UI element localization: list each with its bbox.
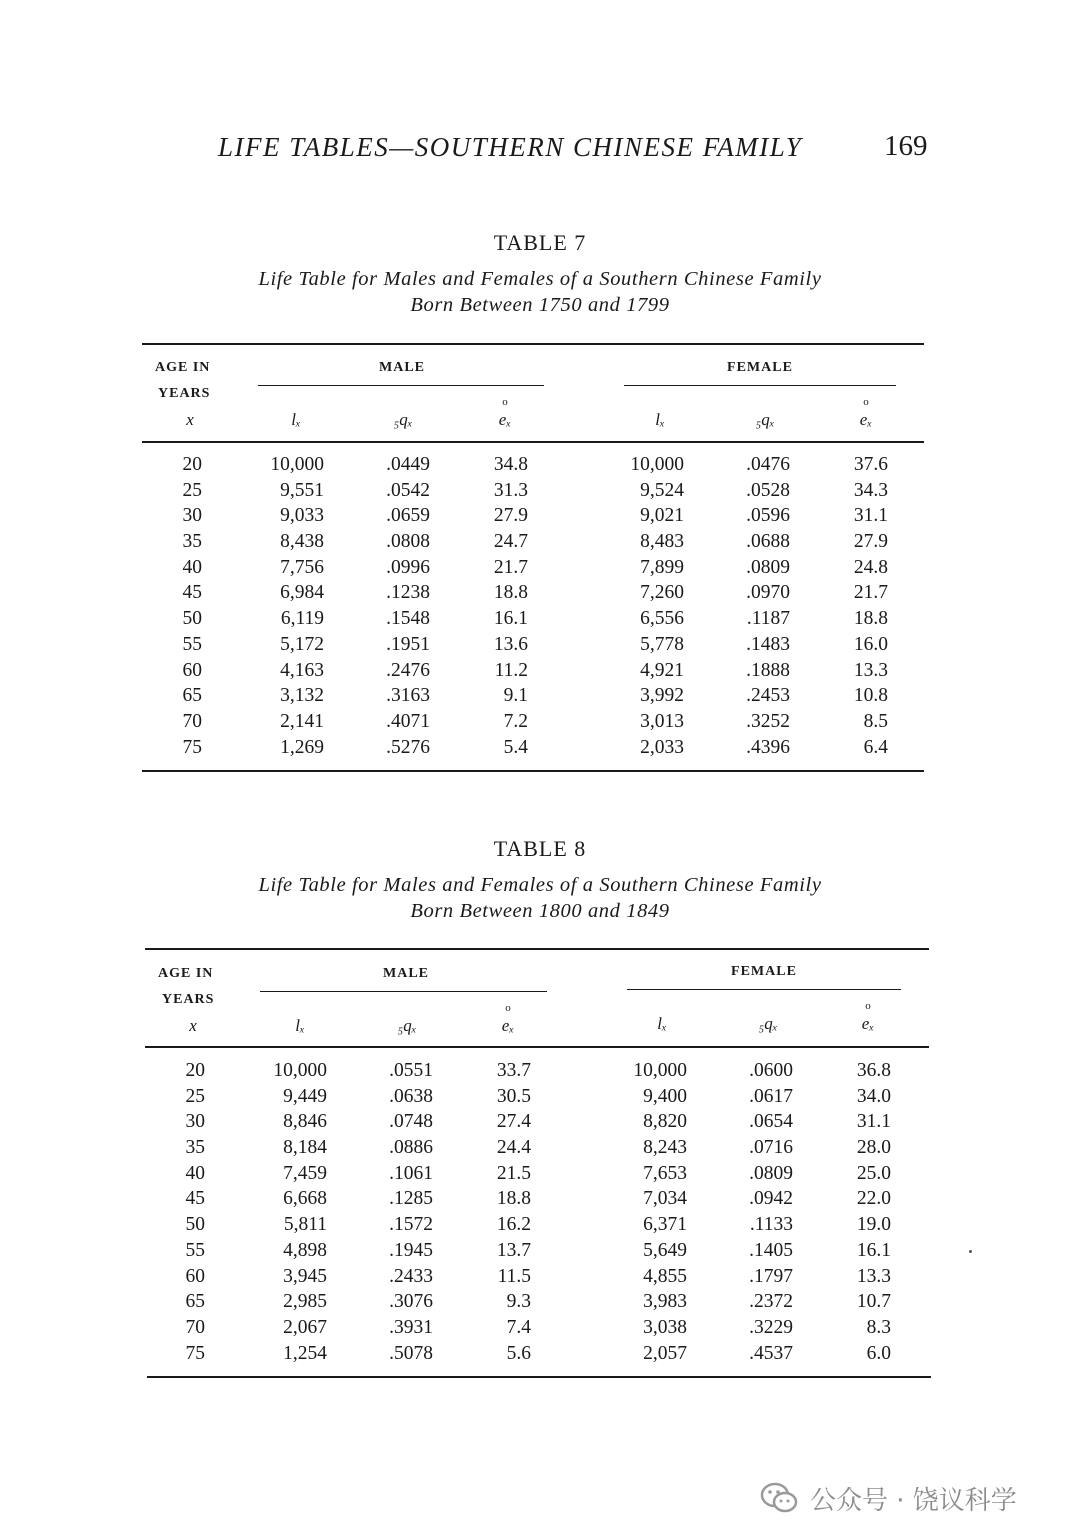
table-row [0, 454, 1080, 480]
table-row [3, 1317, 1080, 1343]
female-ex-cell: 34.3 [853, 479, 888, 501]
female-lx-cell: 5,649 [643, 1239, 687, 1261]
male-5qx-cell: .1548 [386, 608, 430, 630]
age-cell: 50 [185, 1214, 205, 1236]
male-lx-cell: 5,172 [280, 633, 324, 655]
table-caption-line1: Life Table for Males and Females of a Southern Chinese Family [258, 874, 822, 896]
female-5qx-cell: .1483 [746, 633, 790, 655]
female-ex-cell: 13.3 [853, 659, 888, 681]
female-lx-cell: 9,400 [643, 1085, 687, 1107]
female-ex-cell: 6.0 [866, 1342, 891, 1364]
male-ex-cell: 11.5 [497, 1265, 531, 1287]
male-ex-ring: o [505, 1002, 511, 1014]
table-caption-line2: Born Between 1800 and 1849 [410, 900, 670, 922]
male-lx-cell: 6,119 [280, 608, 324, 630]
male-ex-cell: 7.2 [503, 710, 528, 732]
female-lx-cell: 2,057 [643, 1342, 687, 1364]
age-cell: 60 [182, 659, 202, 681]
table-row [0, 582, 1080, 608]
female-lx-cell: 3,992 [640, 685, 684, 707]
male-5qx-cell: .3076 [389, 1291, 433, 1313]
male-5qx-cell: .1572 [389, 1214, 433, 1236]
table-caption [0, 266, 1080, 318]
male-5qx-cell: .5078 [389, 1342, 433, 1364]
female-5qx-cell: .0809 [746, 556, 790, 578]
table-top-rule [145, 948, 929, 950]
female-lx-cell: 5,778 [640, 633, 684, 655]
female-ex-cell: 31.1 [856, 1111, 891, 1133]
male-lx-cell: 7,459 [283, 1162, 327, 1184]
male-ex-cell: 34.8 [493, 454, 528, 475]
male-lx-cell: 10,000 [273, 1060, 327, 1081]
female-5qx-cell: .0600 [749, 1060, 793, 1081]
male-5qx-cell: .1285 [389, 1188, 433, 1210]
table-row [0, 557, 1080, 583]
female-ex-cell: 22.0 [856, 1188, 891, 1210]
male-lx-cell: 3,945 [283, 1265, 327, 1287]
female-lx-cell: 7,034 [643, 1188, 687, 1210]
watermark-text: 公众号 · 饶议科学 [810, 1486, 1017, 1516]
table-caption-line1: Life Table for Males and Females of a Southern Chinese Family [258, 268, 822, 290]
male-lx-cell: 3,132 [280, 685, 324, 707]
female-lx-cell: 7,899 [640, 556, 684, 578]
male-ex-cell: 24.4 [496, 1137, 531, 1159]
female-5qx-cell: .0970 [746, 582, 790, 604]
male-ex-cell: 27.9 [493, 505, 528, 527]
table-row [3, 1188, 1080, 1214]
female-5qx-cell: .4537 [749, 1342, 793, 1364]
female-5qx-cell: .0596 [746, 505, 790, 527]
male-ex-cell: 7.4 [506, 1316, 531, 1338]
female-ex-cell: 8.5 [863, 710, 888, 732]
table-row [0, 737, 1080, 763]
age-cell: 35 [182, 531, 202, 553]
age-cell: 45 [185, 1188, 205, 1210]
female-lx-cell: 3,013 [640, 710, 684, 732]
male-5qx-cell: .0449 [386, 454, 430, 475]
male-ex-cell: 24.7 [493, 531, 528, 553]
age-variable: x [186, 410, 194, 429]
male-ex-cell: 13.6 [493, 633, 528, 655]
table-row [0, 608, 1080, 634]
female-5qx-cell: .0688 [746, 531, 790, 553]
table-row [0, 634, 1080, 660]
age-cell: 20 [185, 1060, 205, 1081]
male-5qx-cell: .4071 [386, 710, 430, 732]
female-lx-cell: 10,000 [633, 1060, 687, 1081]
female-lx-cell: 7,260 [640, 582, 684, 604]
female-ex-cell: 28.0 [856, 1137, 891, 1159]
age-cell: 60 [185, 1265, 205, 1287]
male-ex-header: eₓ [501, 1016, 515, 1035]
female-group-rule [624, 385, 896, 386]
age-cell: 75 [185, 1342, 205, 1364]
female-5qx-cell: .3252 [746, 710, 790, 732]
female-5qx-cell: .4396 [746, 736, 790, 758]
table-label: TABLE 8 [493, 836, 587, 861]
female-5qx-cell: .1888 [746, 659, 790, 681]
female-ex-cell: 8.3 [866, 1316, 891, 1338]
male-ex-cell: 31.3 [493, 479, 528, 501]
male-ex-cell: 21.7 [493, 556, 528, 578]
age-cell: 65 [185, 1291, 205, 1313]
male-lx-cell: 6,668 [283, 1188, 327, 1210]
age-cell: 70 [185, 1316, 205, 1338]
table-body [0, 454, 1080, 762]
male-ex-cell: 9.1 [503, 685, 528, 707]
male-5qx-cell: .0748 [389, 1111, 433, 1133]
male-lx-cell: 4,163 [280, 659, 324, 681]
age-cell: 25 [182, 479, 202, 501]
female-ex-cell: 27.9 [853, 531, 888, 553]
male-lx-header: lₓ [291, 410, 301, 429]
male-5qx-cell: .3163 [386, 685, 430, 707]
male-5qx-cell: .1951 [386, 633, 430, 655]
female-ex-cell: 21.7 [853, 582, 888, 604]
table-row [3, 1343, 1080, 1369]
female-ex-cell: 10.8 [853, 685, 888, 707]
age-header-line2: YEARS [162, 992, 215, 1007]
female-5qx-header: ₅qₓ [755, 410, 775, 429]
table-header-rule [142, 441, 924, 443]
female-lx-cell: 6,556 [640, 608, 684, 630]
female-group-rule [627, 989, 901, 990]
female-5qx-cell: .1797 [749, 1265, 793, 1287]
female-5qx-cell: .1133 [749, 1214, 793, 1236]
male-5qx-cell: .1061 [389, 1162, 433, 1184]
age-cell: 55 [185, 1239, 205, 1261]
female-ex-ring: o [863, 396, 869, 408]
age-cell: 20 [182, 454, 202, 475]
female-lx-cell: 4,921 [640, 659, 684, 681]
table-row [3, 1291, 1080, 1317]
age-header-line1: AGE IN [155, 360, 211, 375]
female-ex-cell: 16.1 [856, 1239, 891, 1261]
male-lx-cell: 1,269 [280, 736, 324, 758]
male-5qx-cell: .5276 [386, 736, 430, 758]
male-group-header: MALE [379, 360, 425, 375]
female-group-header: FEMALE [731, 964, 797, 979]
male-ex-cell: 30.5 [496, 1085, 531, 1107]
male-ex-cell: 5.4 [503, 736, 528, 758]
male-5qx-header: ₅qₓ [397, 1016, 417, 1035]
table-header-rule [145, 1046, 929, 1048]
male-lx-cell: 2,141 [280, 710, 324, 732]
age-variable: x [189, 1016, 197, 1035]
female-lx-header: lₓ [657, 1014, 667, 1033]
table-row [3, 1137, 1080, 1163]
female-ex-cell: 37.6 [853, 454, 888, 475]
wechat-icon [760, 1481, 798, 1515]
running-title: LIFE TABLES—SOUTHERN CHINESE FAMILY [218, 132, 803, 162]
age-cell: 65 [182, 685, 202, 707]
age-cell: 35 [185, 1137, 205, 1159]
table-bottom-rule [147, 1376, 931, 1378]
table-caption-line2: Born Between 1750 and 1799 [410, 294, 670, 316]
table-8 [0, 836, 1080, 1364]
table-row [0, 685, 1080, 711]
female-5qx-header: ₅qₓ [758, 1014, 778, 1033]
female-ex-cell: 6.4 [863, 736, 888, 758]
male-lx-cell: 5,811 [283, 1214, 327, 1236]
male-ex-cell: 5.6 [506, 1342, 531, 1364]
age-cell: 45 [182, 582, 202, 604]
female-5qx-cell: .2453 [746, 685, 790, 707]
table-body [3, 1060, 1080, 1368]
watermark [760, 1478, 1060, 1518]
table-row [3, 1240, 1080, 1266]
male-lx-cell: 9,449 [283, 1085, 327, 1107]
male-lx-cell: 10,000 [270, 454, 324, 475]
age-header-line1: AGE IN [158, 966, 214, 981]
table-row [0, 711, 1080, 737]
male-lx-cell: 8,846 [283, 1111, 327, 1133]
male-ex-cell: 11.2 [494, 659, 528, 681]
male-5qx-cell: .0996 [386, 556, 430, 578]
table-row [0, 660, 1080, 686]
female-ex-cell: 36.8 [856, 1060, 891, 1081]
age-cell: 55 [182, 633, 202, 655]
female-lx-cell: 10,000 [630, 454, 684, 475]
male-lx-cell: 8,184 [283, 1137, 327, 1159]
male-ex-cell: 21.5 [496, 1162, 531, 1184]
female-lx-cell: 8,243 [643, 1137, 687, 1159]
female-5qx-cell: .0654 [749, 1111, 793, 1133]
scan-speck [969, 1250, 972, 1253]
table-row [3, 1111, 1080, 1137]
male-5qx-cell: .2476 [386, 659, 430, 681]
male-group-rule [258, 385, 544, 386]
male-ex-header: eₓ [498, 410, 512, 429]
female-lx-cell: 6,371 [643, 1214, 687, 1236]
female-ex-cell: 19.0 [856, 1214, 891, 1236]
table-row [3, 1060, 1080, 1086]
male-ex-cell: 27.4 [496, 1111, 531, 1133]
male-lx-cell: 8,438 [280, 531, 324, 553]
female-ex-cell: 34.0 [856, 1085, 891, 1107]
age-cell: 25 [185, 1085, 205, 1107]
male-5qx-cell: .0659 [386, 505, 430, 527]
male-ex-cell: 18.8 [496, 1188, 531, 1210]
male-ex-cell: 18.8 [493, 582, 528, 604]
table-7 [0, 230, 1080, 758]
male-lx-cell: 2,067 [283, 1316, 327, 1338]
male-5qx-cell: .1945 [389, 1239, 433, 1261]
female-lx-cell: 3,983 [643, 1291, 687, 1313]
female-5qx-cell: .0942 [749, 1188, 793, 1210]
age-header-line2: YEARS [158, 386, 211, 401]
male-5qx-cell: .0886 [389, 1137, 433, 1159]
table-row [3, 1086, 1080, 1112]
female-lx-cell: 8,820 [643, 1111, 687, 1133]
running-head [0, 128, 1080, 168]
female-5qx-cell: .0476 [746, 454, 790, 475]
male-5qx-cell: .3931 [389, 1316, 433, 1338]
table-label: TABLE 7 [493, 230, 587, 255]
female-lx-cell: 8,483 [640, 531, 684, 553]
table-bottom-rule [142, 770, 924, 772]
female-ex-cell: 16.0 [853, 633, 888, 655]
male-ex-cell: 9.3 [506, 1291, 531, 1313]
female-lx-cell: 9,524 [640, 479, 684, 501]
table-row [3, 1266, 1080, 1292]
female-ex-cell: 10.7 [856, 1291, 891, 1313]
male-group-header: MALE [383, 966, 429, 981]
female-5qx-cell: .1405 [749, 1239, 793, 1261]
female-ex-ring: o [865, 1000, 871, 1012]
female-ex-cell: 31.1 [853, 505, 888, 527]
male-lx-cell: 1,254 [283, 1342, 327, 1364]
female-5qx-cell: .3229 [749, 1316, 793, 1338]
male-5qx-cell: .0551 [389, 1060, 433, 1081]
female-lx-cell: 4,855 [643, 1265, 687, 1287]
table-row [0, 505, 1080, 531]
female-lx-cell: 9,021 [640, 505, 684, 527]
female-5qx-cell: .0809 [749, 1162, 793, 1184]
table-row [0, 531, 1080, 557]
male-lx-cell: 6,984 [280, 582, 324, 604]
male-lx-header: lₓ [295, 1016, 305, 1035]
female-ex-cell: 13.3 [856, 1265, 891, 1287]
female-lx-cell: 7,653 [643, 1162, 687, 1184]
table-row [3, 1163, 1080, 1189]
male-ex-cell: 16.1 [493, 608, 528, 630]
table-top-rule [142, 343, 924, 345]
male-lx-cell: 7,756 [280, 556, 324, 578]
female-lx-cell: 3,038 [643, 1316, 687, 1338]
male-ex-cell: 16.2 [496, 1214, 531, 1236]
age-cell: 40 [182, 556, 202, 578]
male-lx-cell: 9,551 [280, 479, 324, 501]
female-ex-cell: 25.0 [856, 1162, 891, 1184]
female-5qx-cell: .0528 [746, 479, 790, 501]
female-5qx-cell: .2372 [749, 1291, 793, 1313]
age-cell: 30 [185, 1111, 205, 1133]
male-5qx-header: ₅qₓ [393, 410, 413, 429]
female-ex-header: eₓ [861, 1014, 875, 1033]
female-5qx-cell: .0617 [749, 1085, 793, 1107]
female-5qx-cell: .1187 [746, 608, 790, 630]
age-cell: 50 [182, 608, 202, 630]
male-ex-cell: 33.7 [496, 1060, 531, 1081]
male-5qx-cell: .1238 [386, 582, 430, 604]
female-group-header: FEMALE [727, 360, 793, 375]
male-5qx-cell: .0542 [386, 479, 430, 501]
table-caption [0, 872, 1080, 924]
male-5qx-cell: .2433 [389, 1265, 433, 1287]
page-number: 169 [884, 130, 928, 162]
female-lx-header: lₓ [655, 410, 665, 429]
male-lx-cell: 2,985 [283, 1291, 327, 1313]
male-ex-ring: o [502, 396, 508, 408]
female-ex-cell: 24.8 [853, 556, 888, 578]
female-lx-cell: 2,033 [640, 736, 684, 758]
male-group-rule [260, 991, 547, 992]
table-row [0, 480, 1080, 506]
female-5qx-cell: .0716 [749, 1137, 793, 1159]
female-ex-header: eₓ [859, 410, 873, 429]
male-lx-cell: 4,898 [283, 1239, 327, 1261]
age-cell: 30 [182, 505, 202, 527]
table-row [3, 1214, 1080, 1240]
male-5qx-cell: .0808 [386, 531, 430, 553]
male-5qx-cell: .0638 [389, 1085, 433, 1107]
male-ex-cell: 13.7 [496, 1239, 531, 1261]
male-lx-cell: 9,033 [280, 505, 324, 527]
female-ex-cell: 18.8 [853, 608, 888, 630]
age-cell: 75 [182, 736, 202, 758]
age-cell: 40 [185, 1162, 205, 1184]
age-cell: 70 [182, 710, 202, 732]
